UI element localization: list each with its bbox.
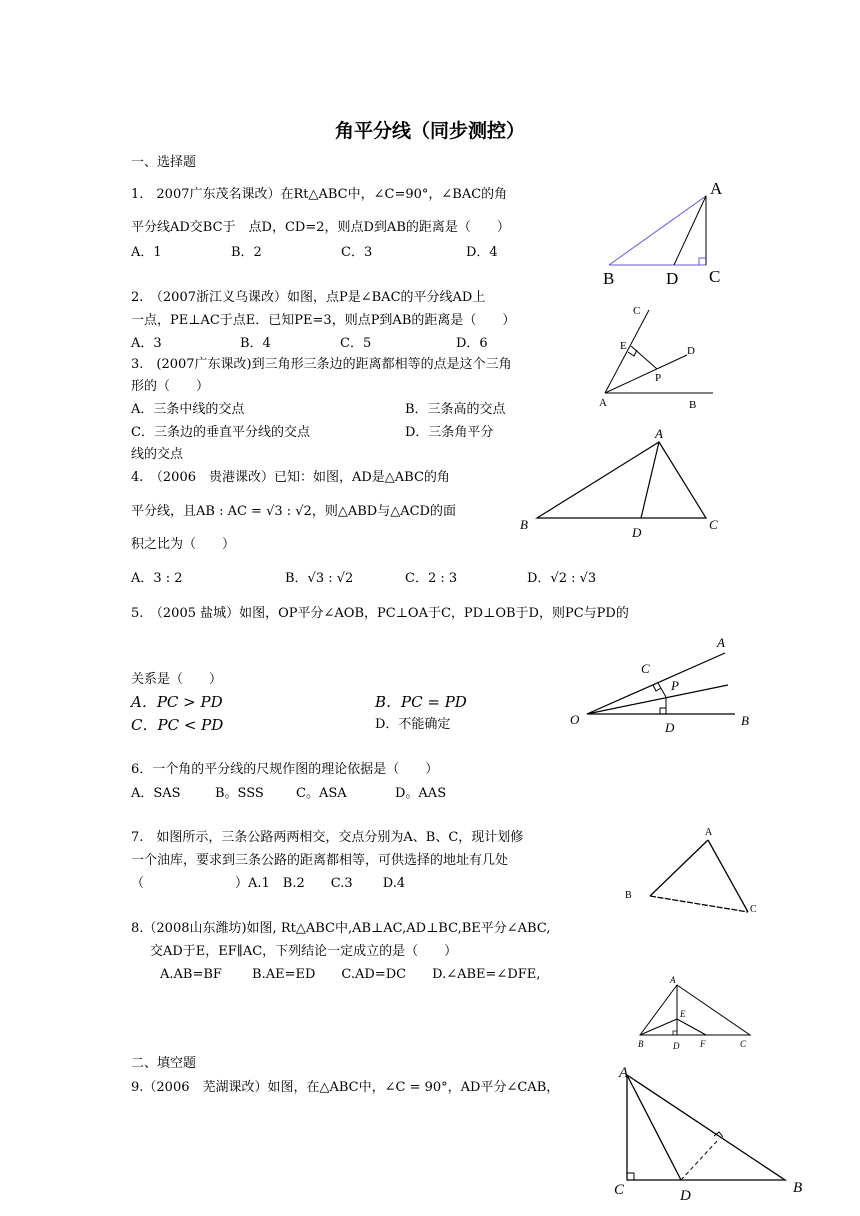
q2-option-c: C．5	[340, 336, 372, 351]
q4-option-a: A．3 : 2	[131, 571, 183, 586]
q7-roads-figure	[615, 820, 765, 925]
q8-label-e: E	[680, 1009, 686, 1019]
q2-angle-figure	[595, 300, 725, 415]
q1-option-b: B．2	[231, 245, 262, 260]
q5-label-o: O	[570, 712, 580, 727]
q9-label-a: A	[619, 1065, 629, 1081]
q8-label-d: D	[673, 1041, 680, 1051]
q3-option-a: A．三条中线的交点	[131, 402, 245, 417]
q4-label-d: D	[632, 525, 642, 540]
page-title: 角平分线（同步测控）	[334, 120, 525, 142]
q8-label-a: A	[670, 975, 676, 985]
q5-label-p: P	[671, 678, 679, 693]
q3-option-d: D．三条角平分	[405, 425, 494, 440]
q4-label-b: B	[520, 517, 528, 532]
q8-line3: A.AB=BF B.AE=ED C.AD=DC D.∠ABE=∠DFE,	[160, 967, 541, 982]
q8-line1: 8.（2008山东潍坊)如图, Rt△ABC中,AB⊥AC,AD⊥BC,BE平分∠ABC,	[131, 921, 551, 936]
q5-label-b: B	[741, 713, 749, 728]
q1-triangle-figure	[600, 178, 730, 288]
q4-option-d: D．√2 : √3	[527, 571, 597, 586]
q5-option-b: B．PC = PD	[375, 693, 467, 711]
section-multiple-choice: 一、选择题	[131, 155, 197, 170]
q2-label-d: D	[687, 345, 695, 357]
q4-option-b: B．√3 : √2	[285, 571, 354, 586]
q8-triangle-figure	[630, 975, 760, 1055]
q4-line2: 平分线，且AB : AC = √3 : √2，则△ABD与△ACD的面	[131, 504, 456, 519]
q7-line1: 7. 如图所示，三条公路两两相交，交点分别为A、B、C，现计划修	[131, 830, 524, 845]
q7-label-b: B	[625, 890, 632, 901]
q3-line1: 3. (2007广东课改)到三角形三条边的距离都相等的点是这个三角	[131, 357, 512, 372]
q8-label-b: B	[638, 1039, 644, 1049]
q2-label-p: P	[655, 372, 662, 384]
q5-label-a: A	[717, 635, 725, 650]
q5-option-a: A．PC > PD	[131, 693, 223, 711]
q9-label-d: D	[680, 1188, 691, 1204]
q7-line3: （ ）A.1 B.2 C.3 D.4	[131, 876, 406, 891]
q5-line1: 5. （2005 盐城）如图，OP平分∠AOB，PC⊥OA于C，PD⊥OB于D，则PC与PD的	[131, 606, 629, 621]
q8-line2: 交AD于E，EF∥AC，下列结论一定成立的是（ ）	[150, 944, 458, 959]
q1-label-c: C	[709, 267, 721, 286]
q5-angle-figure	[565, 630, 765, 740]
q3-line2: 形的（ ）	[131, 379, 210, 394]
section-fill-in: 二、填空题	[131, 1056, 197, 1071]
q6-line1: 6．一个角的平分线的尺规作图的理论依据是（ ）	[131, 762, 439, 777]
q5-option-d: D．不能确定	[375, 717, 451, 732]
q7-line2: 一个油库，要求到三条公路的距离都相等，可供选择的地址有几处	[131, 853, 509, 868]
q2-option-d: D．6	[456, 336, 488, 351]
q9-label-c: C	[614, 1182, 625, 1198]
q5-line2: 关系是（ ）	[131, 672, 223, 687]
q4-line1: 4. （2006 贵港课改）已知：如图，AD是△ABC的角	[131, 470, 450, 485]
q2-line1: 2. （2007浙江义乌课改）如图，点P是∠BAC的平分线AD上	[131, 290, 486, 305]
q1-option-d: D．4	[466, 245, 498, 260]
q6-option-c: C。ASA	[296, 786, 347, 801]
q3-option-c: C．三条边的垂直平分线的交点	[131, 425, 310, 440]
q4-label-c: C	[709, 517, 718, 532]
q1-label-b: B	[603, 269, 615, 288]
q4-line3: 积之比为（ ）	[131, 537, 236, 552]
q2-label-e: E	[620, 340, 627, 352]
q5-option-c: C．PC < PD	[131, 716, 224, 734]
q1-line1: 1. 2007广东茂名课改）在Rt△ABC中，∠C=90°，∠BAC的角	[131, 187, 508, 202]
q1-label-a: A	[710, 179, 723, 198]
q8-label-f: F	[700, 1039, 706, 1049]
q1-option-a: A．1	[131, 245, 162, 260]
q2-label-a: A	[599, 397, 607, 409]
q1-option-c: C．3	[341, 245, 373, 260]
q8-label-c: C	[740, 1039, 747, 1049]
q4-label-a: A	[655, 426, 663, 441]
q2-line2: 一点，PE⊥AC于点E．已知PE=3，则点P到AB的距离是（ ）	[131, 313, 516, 328]
q4-triangle-figure	[515, 425, 730, 545]
q6-option-d: D。AAS	[395, 786, 447, 801]
q1-label-d: D	[666, 269, 679, 288]
q9-label-b: B	[793, 1180, 803, 1196]
q7-label-c: C	[750, 904, 757, 915]
q7-label-a: A	[705, 827, 713, 838]
q3-option-d-cont: 线的交点	[131, 447, 184, 462]
q1-line2: 平分线AD交BC于 点D，CD=2，则点D到AB的距离是（ ）	[131, 220, 510, 235]
q6-option-b: B。SSS	[215, 786, 264, 801]
q5-label-c: C	[641, 661, 650, 676]
q2-label-c: C	[633, 305, 641, 317]
q6-option-a: A．SAS	[131, 786, 181, 801]
q2-option-b: B．4	[240, 336, 271, 351]
q2-option-a: A．3	[131, 336, 162, 351]
q5-label-d: D	[665, 720, 675, 735]
q9-triangle-figure	[605, 1060, 815, 1210]
q3-option-b: B．三条高的交点	[405, 402, 506, 417]
q4-option-c: C．2 : 3	[405, 571, 458, 586]
q9-line1: 9.（2006 芜湖课改）如图，在△ABC中，∠C = 90°，AD平分∠CAB，	[131, 1080, 560, 1095]
q2-label-b: B	[689, 399, 697, 411]
